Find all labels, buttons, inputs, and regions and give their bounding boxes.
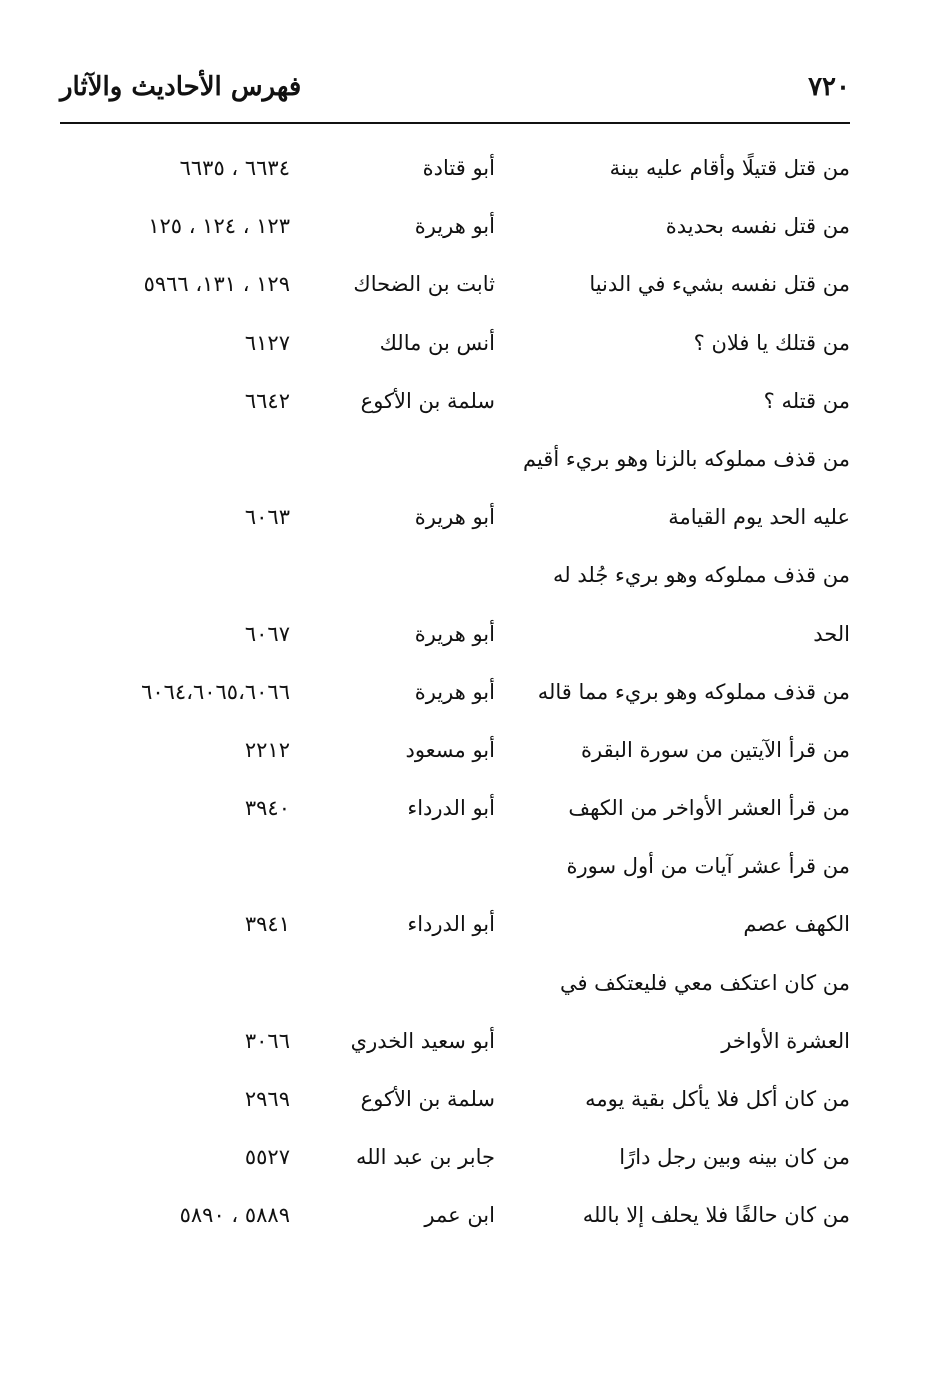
index-entry <box>60 1019 850 1077</box>
hadith-numbers: ٦١٢٧ <box>244 330 290 355</box>
narrator: أبو مسعود <box>405 737 495 762</box>
hadith-text: من قتل قتيلًا وأقام عليه بينة <box>609 156 850 180</box>
index-entry <box>60 146 850 204</box>
index-entry <box>60 262 850 320</box>
hadith-text: من قتل نفسه بشيء في الدنيا <box>589 272 850 297</box>
narrator: أبو الدرداء <box>407 912 495 937</box>
page-header <box>60 72 850 112</box>
hadith-numbers: ٢٢١٢ <box>244 737 290 762</box>
page-number: ٧٢٠ <box>808 72 850 102</box>
hadith-text: من قتله ؟ <box>763 388 850 413</box>
hadith-text: من قتلك يا فلان ؟ <box>693 330 850 355</box>
narrator: جابر بن عبد الله <box>355 1145 495 1170</box>
narrator: أبو هريرة <box>414 621 495 646</box>
hadith-numbers: ٦٦٣٤ ، ٦٦٣٥ <box>179 156 290 180</box>
index-entry <box>60 495 850 553</box>
hadith-numbers: ٣٠٦٦ <box>244 1028 290 1053</box>
hadith-numbers: ٥٥٢٧ <box>244 1145 290 1170</box>
hadith-text: من كان حالفًا فلا يحلف إلا بالله <box>582 1203 850 1228</box>
hadith-text: من كان اعتكف معي فليعتكف في <box>559 970 850 995</box>
hadith-text: من قذف مملوكه بالزنا وهو بريء أقيم <box>522 446 850 471</box>
index-entry <box>60 844 850 902</box>
hadith-numbers: ١٢٩ ، ١٣١، ٥٩٦٦ <box>143 272 290 297</box>
header-divider <box>60 122 850 124</box>
narrator: سلمة بن الأكوع <box>360 388 495 413</box>
hadith-numbers: ٢٩٦٩ <box>244 1087 290 1111</box>
narrator: سلمة بن الأكوع <box>360 1087 495 1111</box>
page-title: فهرس الأحاديث والآثار <box>60 72 302 102</box>
hadith-numbers: ٦٠٦٧ <box>244 621 290 646</box>
narrator: ابن عمر <box>424 1203 495 1228</box>
index-entry <box>60 902 850 960</box>
hadith-text: من كان أكل فلا يأكل بقية يومه <box>585 1087 850 1111</box>
hadith-text: من قرأ العشر الأواخر من الكهف <box>568 796 850 821</box>
hadith-text: من قذف مملوكه وهو بريء جُلد له <box>553 563 850 588</box>
index-entry <box>60 321 850 379</box>
hadith-numbers: ١٢٣ ، ١٢٤ ، ١٢٥ <box>148 214 290 239</box>
narrator: أبو قتادة <box>422 156 495 180</box>
hadith-text: من كان بينه وبين رجل دارًا <box>619 1145 850 1170</box>
hadith-numbers: ٣٩٤١ <box>244 912 290 937</box>
hadith-text: من قرأ عشر آيات من أول سورة <box>566 854 850 879</box>
index-entry <box>60 670 850 728</box>
narrator: أبو سعيد الخدري <box>350 1028 495 1053</box>
narrator: أبو الدرداء <box>407 796 495 821</box>
index-entry <box>60 1135 850 1193</box>
hadith-text: من قذف مملوكه وهو بريء مما قاله <box>537 679 850 704</box>
narrator: ثابت بن الضحاك <box>353 272 495 297</box>
index-entry <box>60 786 850 844</box>
narrator: أبو هريرة <box>414 505 495 530</box>
index-entry <box>60 379 850 437</box>
hadith-numbers: ٦٦٤٢ <box>244 388 290 413</box>
index-entry <box>60 437 850 495</box>
index-entry <box>60 961 850 1019</box>
index-entry <box>60 1193 850 1251</box>
hadith-numbers: ٥٨٨٩ ، ٥٨٩٠ <box>179 1203 290 1228</box>
index-entry <box>60 728 850 786</box>
hadith-text: العشرة الأواخر <box>721 1028 850 1053</box>
hadith-text: الحد <box>813 621 850 646</box>
index-entry <box>60 612 850 670</box>
hadith-numbers: ٦٠٦٤،٦٠٦٥،٦٠٦٦ <box>141 679 290 704</box>
index-entry <box>60 1077 850 1135</box>
hadith-numbers: ٣٩٤٠ <box>244 796 290 821</box>
narrator: أنس بن مالك <box>379 330 495 355</box>
hadith-text: الكهف عصم <box>743 912 850 937</box>
narrator: أبو هريرة <box>414 214 495 239</box>
index-entry <box>60 204 850 262</box>
hadith-index-list <box>60 146 850 1252</box>
index-entry <box>60 553 850 611</box>
hadith-text: من قرأ الآيتين من سورة البقرة <box>581 737 850 762</box>
narrator: أبو هريرة <box>414 679 495 704</box>
hadith-text: من قتل نفسه بحديدة <box>665 214 850 239</box>
hadith-text: عليه الحد يوم القيامة <box>668 505 850 530</box>
hadith-numbers: ٦٠٦٣ <box>244 505 290 530</box>
